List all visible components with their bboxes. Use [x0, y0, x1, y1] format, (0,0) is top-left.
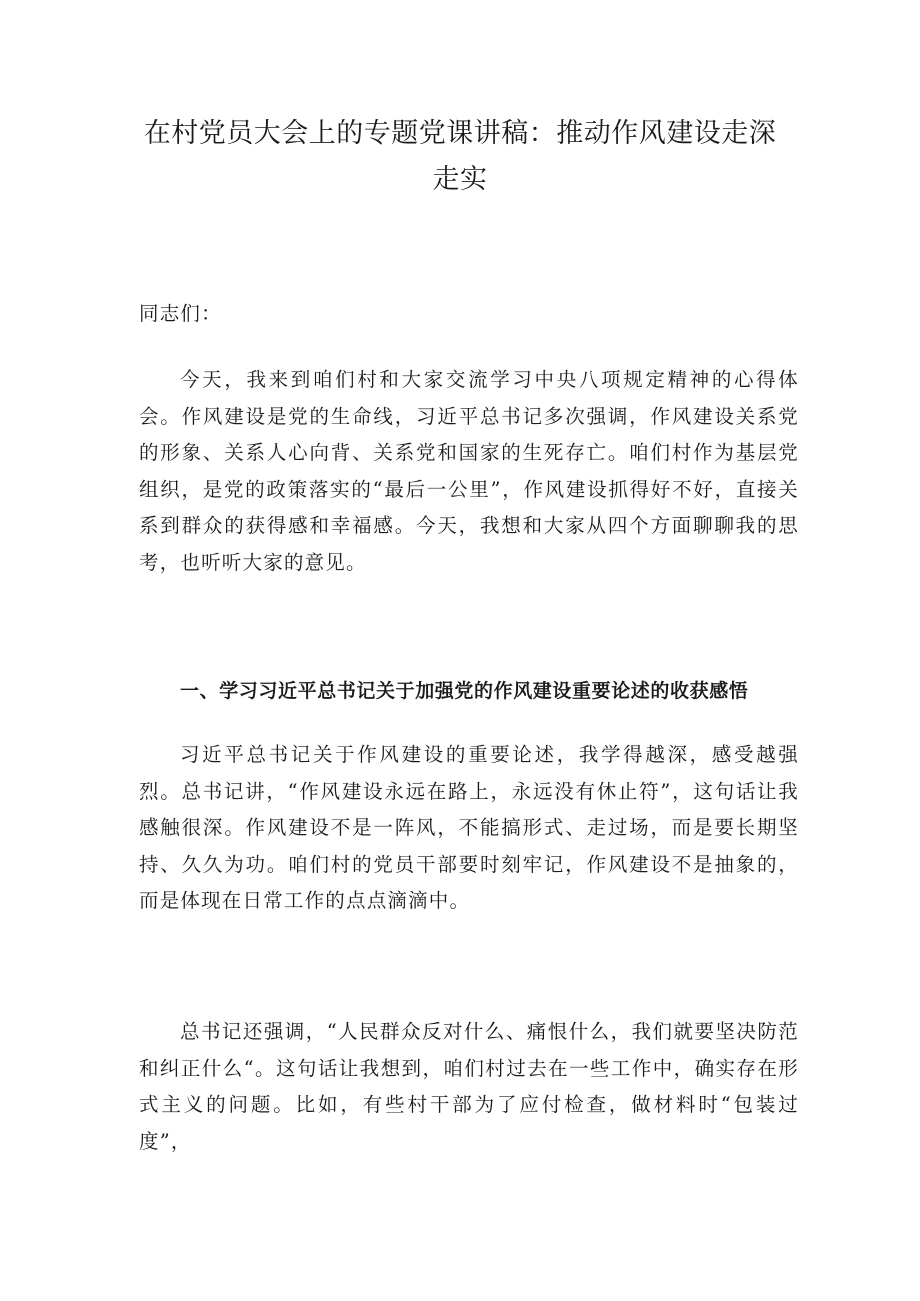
paragraph-section1-2: 总书记还强调，“人民群众反对什么、痛恨什么，我们就要坚决防范和纠正什么“。这句话让我想到，咱们村过去在一些工作中，确实存在形式主义的问题。比如，有些村干部为了应付检查，做材料时“包装过度”， [139, 1020, 799, 1153]
paragraph-intro: 今天，我来到咱们村和大家交流学习中央八项规定精神的心得体会。作风建设是党的生命线，习近平总书记多次强调，作风建设关系党的形象、关系人心向背、关系党和国家的生死存亡。咱们村作为基层党组织，是党的政策落实的“最后一公里”，作风建设抓得好不好，直接关系到群众的获得感和幸福感。今天，我想和大家从四个方面聊聊我的思考，也听听大家的意见。 [139, 368, 799, 574]
paragraph-section1-1: 习近平总书记关于作风建设的重要论述，我学得越深，感受越强烈。总书记讲，“作风建设永远在路上，永远没有休止符”，这句话让我感触很深。作风建设不是一阵风，不能搞形式、走过场，而是要长期坚持、久久为功。咱们村的党员干部要时刻牢记，作风建设不是抽象的，而是体现在日常工作的点点滴滴中。 [139, 743, 799, 912]
salutation: 同志们： [139, 302, 222, 325]
section-heading-1: 一、学习习近平总书记关于加强党的作风建设重要论述的收获感悟 [180, 680, 749, 702]
title-line-1: 在村党员大会上的专题党课讲稿：推动作风建设走深 [143, 118, 777, 149]
document-title [120, 111, 800, 203]
title-line-2: 走实 [432, 164, 488, 195]
